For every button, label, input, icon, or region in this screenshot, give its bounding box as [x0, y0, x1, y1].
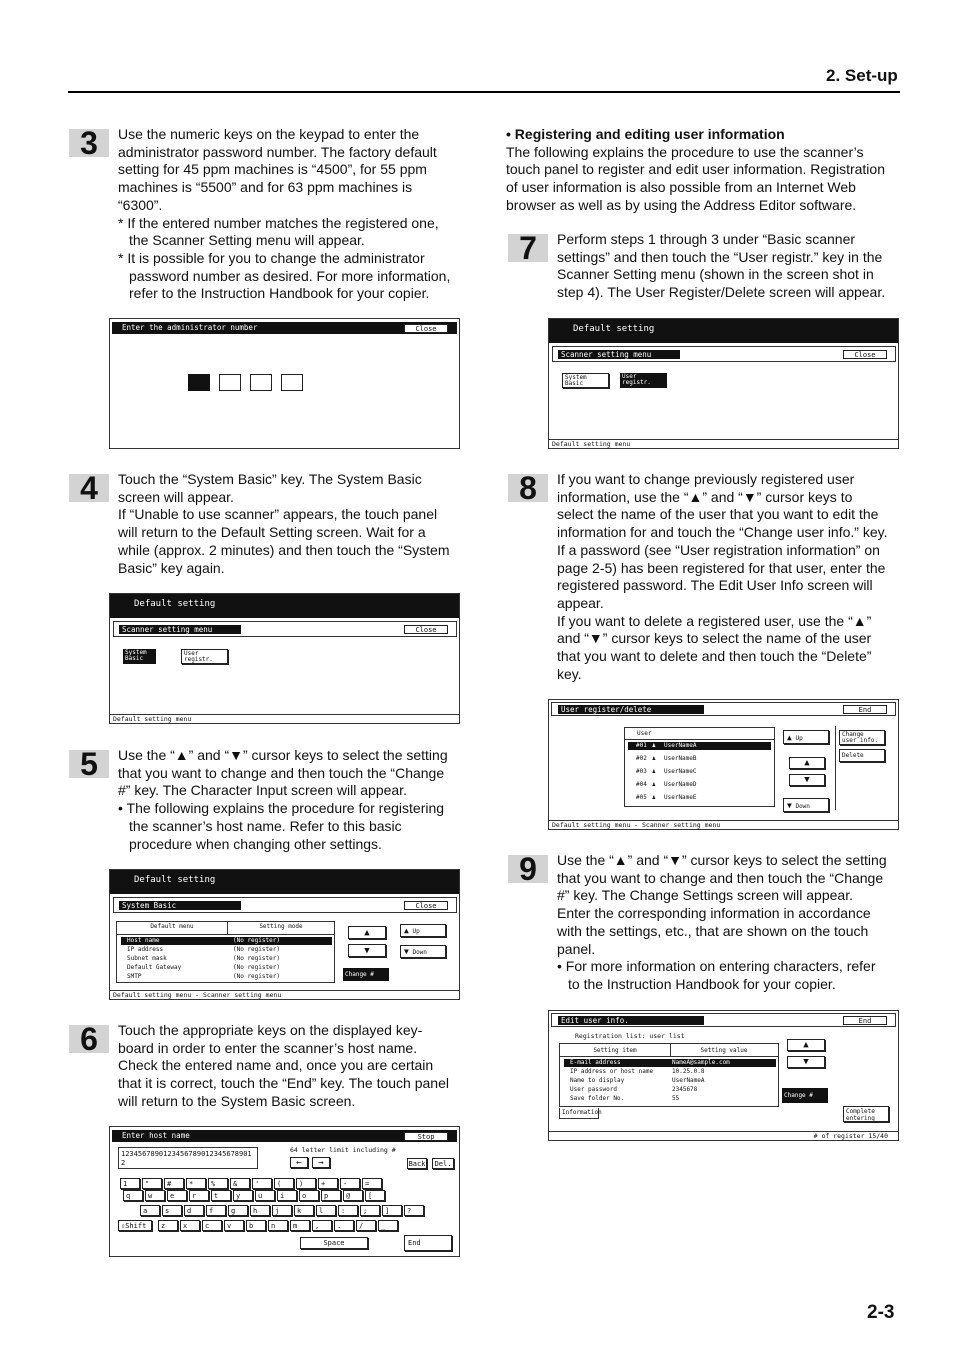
- text-line: Scanner Setting menu (shown in the screen shot in: [557, 266, 874, 283]
- keyboard-key[interactable]: .: [334, 1220, 354, 1231]
- keyboard-key[interactable]: t: [211, 1190, 231, 1201]
- user-id: #03: [636, 768, 647, 775]
- keyboard-key[interactable]: q: [123, 1190, 143, 1201]
- row-name: Host name: [127, 937, 160, 944]
- column-header: Setting mode: [259, 923, 303, 930]
- screen-title-bar: Edit user info.: [558, 1016, 704, 1025]
- column-header: Setting item: [593, 1047, 637, 1054]
- settings-table: [559, 1043, 779, 1107]
- note-line: refer to the Instruction Handbook for your copier.: [129, 285, 430, 302]
- user-registr-key[interactable]: [181, 649, 228, 664]
- information-tab[interactable]: Information: [559, 1108, 599, 1119]
- table-row-selected[interactable]: [564, 1059, 776, 1067]
- keyboard-key[interactable]: /: [356, 1220, 376, 1231]
- host-name-input[interactable]: 12345678901234567890123456789012: [118, 1147, 258, 1169]
- keyboard-key[interactable]: ,: [312, 1220, 332, 1231]
- text-line: administrator password number. The factory default: [118, 143, 437, 160]
- close-button[interactable]: Close: [404, 901, 448, 910]
- keyboard-key[interactable]: &: [230, 1178, 250, 1189]
- keyboard-key[interactable]: f: [206, 1205, 226, 1216]
- user-id: #02: [636, 755, 647, 762]
- stop-button[interactable]: Stop: [404, 1132, 448, 1141]
- text-line: board in order to enter the scanner’s host name.: [118, 1039, 418, 1056]
- text-line: of user information is also possible from an Internet Web: [506, 179, 856, 196]
- text-line: settings” and then touch the “User registr.” key in the: [557, 248, 883, 265]
- user-registr-key[interactable]: [620, 373, 667, 388]
- row-value: (No register): [233, 937, 280, 944]
- user-name: UserNameC: [664, 768, 697, 775]
- shift-icon: ⇧: [121, 1222, 126, 1230]
- close-button[interactable]: Close: [843, 350, 887, 359]
- screen-footer: Default setting menu - Scanner setting menu: [549, 820, 898, 829]
- keyboard-key[interactable]: #: [164, 1178, 184, 1189]
- up-arrow-icon: ▲: [404, 926, 409, 935]
- keyboard-key[interactable]: z: [158, 1220, 178, 1231]
- delete-button[interactable]: Del.: [432, 1158, 454, 1169]
- table-rule: [670, 1044, 671, 1056]
- text-line: “6300”.: [118, 196, 163, 213]
- text-line: registered password. The Edit User Info screen will: [557, 577, 873, 594]
- column-header: Default menu: [150, 923, 194, 930]
- row-value: (No register): [233, 955, 280, 962]
- screen-scanner-menu: [109, 593, 460, 724]
- screen-subtitle: Scanner setting menu: [558, 350, 680, 359]
- settings-table: [116, 921, 335, 983]
- complete-entering-button[interactable]: [843, 1106, 889, 1122]
- note-line: • The following explains the procedure for registering: [118, 800, 445, 817]
- text-line: If you want to delete a registered user, use the “▲”: [557, 612, 872, 629]
- row-value: (No register): [233, 973, 280, 980]
- note-line: password number as desired. For more information,: [129, 267, 451, 284]
- keyboard-key[interactable]: p: [321, 1190, 341, 1201]
- note-line: to the Instruction Handbook for your copier.: [568, 975, 836, 992]
- key-label: registr.: [184, 656, 213, 663]
- digit-box: [219, 374, 241, 391]
- end-button[interactable]: End: [404, 1235, 452, 1251]
- up-arrow-icon: ▲: [787, 733, 792, 742]
- divider: [835, 726, 836, 810]
- keyboard-key[interactable]: %: [208, 1178, 228, 1189]
- scroll-up-button[interactable]: ▲: [348, 926, 386, 939]
- cursor-down-button[interactable]: [783, 798, 829, 812]
- screen-subtitle: Scanner setting menu: [119, 625, 241, 634]
- user-row-selected[interactable]: [628, 742, 771, 750]
- keyboard-key[interactable]: m: [290, 1220, 310, 1231]
- table-row-selected[interactable]: [121, 937, 332, 945]
- step-6-number: 6: [69, 1025, 109, 1053]
- cursor-up-button[interactable]: [400, 924, 446, 937]
- text-line: appear.: [557, 594, 604, 611]
- keyboard-key[interactable]: k: [294, 1205, 314, 1216]
- button-label: Up: [795, 735, 803, 742]
- scroll-up-button[interactable]: ▲: [789, 757, 825, 769]
- user-icon: ♟: [652, 742, 656, 749]
- keyboard-key[interactable]: i: [277, 1190, 297, 1201]
- keyboard-key[interactable]: s: [162, 1205, 182, 1216]
- button-label: Down: [795, 803, 810, 810]
- step-6-text: [118, 1022, 463, 1111]
- down-arrow-icon: ▼: [787, 801, 792, 810]
- text-line: will return to the System Basic screen.: [118, 1092, 356, 1109]
- button-label: entering: [846, 1115, 875, 1122]
- keyboard-key[interactable]: c: [202, 1220, 222, 1231]
- digit-box: [250, 374, 272, 391]
- row-name: SMTP: [127, 973, 142, 980]
- cursor-down-button[interactable]: [400, 945, 446, 958]
- key-label: System: [565, 374, 587, 381]
- table-rule: [117, 934, 334, 935]
- intro-heading: • Registering and editing user information: [506, 126, 785, 142]
- header-rule: [68, 91, 900, 93]
- keyboard-key[interactable]: +: [318, 1178, 338, 1189]
- note-line: the scanner’s host name. Refer to this basic: [129, 817, 402, 834]
- system-basic-key[interactable]: [562, 373, 609, 388]
- text-line: The following explains the procedure to use the scanner’s: [506, 143, 864, 160]
- intro-text: [506, 126, 906, 215]
- step-7-text: [557, 231, 902, 302]
- text-line: while (approx. 2 minutes) and then touch the “System: [118, 541, 450, 558]
- text-line: that it is correct, touch the “End” key. The touch panel: [118, 1075, 449, 1092]
- back-button[interactable]: Back: [408, 1160, 426, 1168]
- text-line: step 4). The User Register/Delete screen will appear.: [557, 284, 886, 301]
- page-number: 2-3: [867, 1302, 895, 1323]
- text-line: page 2-5) has been registered for that user, enter the: [557, 559, 886, 576]
- keyboard-key[interactable]: h: [250, 1205, 270, 1216]
- keyboard-key[interactable]: g: [228, 1205, 248, 1216]
- registration-subtitle: Registration list: user list: [575, 1032, 685, 1040]
- screen-title-bar: Enter host name: [112, 1130, 457, 1142]
- keyboard-key[interactable]: u: [255, 1190, 275, 1201]
- screen-host-name-keyboard: [109, 1126, 460, 1257]
- user-id: #01: [636, 742, 647, 749]
- step-8-number: 8: [508, 474, 548, 502]
- keyboard-key[interactable]: a: [140, 1205, 160, 1216]
- keyboard-key[interactable]: ": [142, 1178, 162, 1189]
- text-line: Basic” key again.: [118, 559, 225, 576]
- button-label: Down: [412, 949, 427, 956]
- row-value: (No register): [233, 946, 280, 953]
- note-line: procedure when changing other settings.: [129, 835, 382, 852]
- user-list: [624, 727, 775, 807]
- text-line: #” key. The Character Input screen will appear.: [118, 782, 407, 799]
- text-line: Check the entered name and, once you are certain: [118, 1057, 434, 1074]
- text-line: Use the numeric keys on the keypad to enter the: [118, 126, 420, 142]
- row-value: UserNameA: [672, 1077, 705, 1084]
- text-line: with the settings, etc., that are shown on the touch: [557, 922, 869, 939]
- cursor-right-button[interactable]: →: [312, 1157, 330, 1168]
- scroll-down-button[interactable]: ▼: [348, 944, 386, 957]
- key-label: Basic: [125, 655, 144, 662]
- screen-title-bar: Default setting: [110, 870, 460, 894]
- keyboard-key[interactable]: y: [233, 1190, 253, 1201]
- list-rule: [625, 739, 774, 740]
- keyboard-key[interactable]: d: [184, 1205, 204, 1216]
- text-line: If a password (see “User registration information” on: [557, 541, 880, 558]
- screen-system-basic: [109, 869, 460, 1000]
- user-name: UserNameB: [664, 755, 697, 762]
- button-label: Change: [842, 731, 864, 738]
- down-arrow-icon: ▼: [404, 947, 409, 956]
- digit-box: [188, 374, 210, 391]
- list-header: User: [637, 730, 652, 737]
- change-number-button[interactable]: Change #: [343, 968, 389, 981]
- keyboard-key[interactable]: ?: [404, 1205, 424, 1216]
- keyboard-key[interactable]: @: [343, 1190, 363, 1201]
- step-9-text: [557, 852, 902, 994]
- space-button[interactable]: Space: [300, 1237, 368, 1249]
- keyboard-key[interactable]: n: [268, 1220, 288, 1231]
- digit-box: [281, 374, 303, 391]
- button-label: Up: [412, 928, 420, 935]
- close-button[interactable]: Close: [404, 324, 448, 333]
- keyboard-key[interactable]: ': [252, 1178, 272, 1189]
- keyboard-key[interactable]: w: [145, 1190, 165, 1201]
- text-line: Touch the appropriate keys on the displayed key-: [118, 1022, 423, 1038]
- row-name: E-mail address: [570, 1059, 621, 1066]
- text-line: #” key. The Change Settings screen will appear.: [557, 887, 853, 904]
- screen-edit-user-info: [548, 1010, 899, 1141]
- text-line: and “▼” cursor keys to select the name of the user: [557, 630, 872, 647]
- step-3-text: [118, 126, 463, 303]
- step-8-text: [557, 471, 902, 683]
- keyboard-key[interactable]: r: [189, 1190, 209, 1201]
- user-id: #04: [636, 781, 647, 788]
- text-line: screen will appear.: [118, 488, 234, 505]
- text-line: setting for 45 ppm machines is “4500”, for 55 ppm: [118, 161, 427, 178]
- key-label: System: [125, 649, 147, 656]
- user-name: UserNameD: [664, 781, 697, 788]
- text-line: machines is “5500” and for 63 ppm machines is: [118, 179, 413, 196]
- keyboard-key[interactable]: =: [362, 1178, 382, 1189]
- row-value: 10.25.0.8: [672, 1068, 705, 1075]
- keyboard-key[interactable]: v: [224, 1220, 244, 1231]
- text-line: Use the “▲” and “▼” cursor keys to select the setting: [557, 852, 887, 868]
- keyboard-key[interactable]: (: [274, 1178, 294, 1189]
- screen-title-bar: User register/delete: [558, 705, 704, 714]
- button-label: user info.: [842, 737, 879, 744]
- step-3-number: 3: [69, 129, 109, 157]
- user-icon: ♟: [652, 755, 656, 762]
- key-label: Basic: [565, 380, 584, 387]
- key-label: User: [184, 650, 199, 657]
- keyboard-key[interactable]: e: [167, 1190, 187, 1201]
- step-4-text: [118, 471, 463, 577]
- table-rule: [560, 1056, 778, 1057]
- note-line: * It is possible for you to change the administrator: [118, 249, 425, 266]
- note-line: * If the entered number matches the registered one,: [118, 214, 439, 231]
- text-line: will return to the Default Setting screen. Wait for a: [118, 524, 426, 541]
- shift-button[interactable]: [118, 1220, 152, 1231]
- text-line: information, use the “▲” and “▼” cursor keys to: [557, 488, 853, 505]
- row-name: IP address: [127, 946, 164, 953]
- user-icon: ♟: [652, 768, 656, 775]
- row-name: Subnet mask: [127, 955, 167, 962]
- keyboard-key[interactable]: :: [338, 1205, 358, 1216]
- keyboard-key[interactable]: ]: [382, 1205, 402, 1216]
- screen-subtitle: System Basic: [119, 901, 241, 910]
- note-line: • For more information on entering characters, refer: [557, 958, 876, 975]
- end-button[interactable]: End: [843, 1016, 887, 1025]
- key-label: registr.: [622, 379, 651, 386]
- row-value: (No register): [233, 964, 280, 971]
- note-line: the Scanner Setting menu will appear.: [129, 232, 365, 249]
- end-button[interactable]: End: [843, 705, 887, 714]
- screen-footer: Default setting menu: [549, 439, 898, 448]
- text-line: If “Unable to use scanner” appears, the touch panel: [118, 506, 438, 523]
- user-icon: ♟: [652, 781, 656, 788]
- keyboard-key[interactable]: ): [296, 1178, 316, 1189]
- step-7-number: 7: [508, 234, 548, 262]
- text-line: browser as well as by using the Address Editor software.: [506, 196, 857, 213]
- row-name: Save folder No.: [570, 1095, 625, 1102]
- text-line: panel.: [557, 940, 596, 957]
- register-count: # of register 15/40: [549, 1131, 898, 1140]
- scroll-down-button[interactable]: ▼: [787, 1056, 825, 1068]
- text-line: that you want to change and then touch the “Change: [118, 764, 445, 781]
- change-user-info-button[interactable]: [839, 730, 885, 745]
- row-value: 2345678: [672, 1086, 698, 1093]
- scroll-up-button[interactable]: ▲: [787, 1039, 825, 1051]
- keyboard-key[interactable]: ;: [360, 1205, 380, 1216]
- user-id: #05: [636, 794, 647, 801]
- screen-title-bar: Enter the administrator number: [112, 322, 457, 334]
- text-line: touch panel to register and edit user information. Registration: [506, 161, 885, 178]
- row-name: Default Gateway: [127, 964, 182, 971]
- text-line: Enter the corresponding information in accordance: [557, 905, 871, 922]
- table-rule: [227, 922, 228, 934]
- screen-footer: Default setting menu: [110, 714, 459, 723]
- screen-footer: Default setting menu - Scanner setting menu: [110, 990, 459, 999]
- text-line: information for and touch the “Change user info.” key.: [557, 524, 888, 541]
- text-line: that you want to change and then touch the “Change: [557, 869, 884, 886]
- text-line: Use the “▲” and “▼” cursor keys to select the setting: [118, 747, 448, 763]
- close-button[interactable]: Close: [404, 625, 448, 634]
- keyboard-key[interactable]: b: [246, 1220, 266, 1231]
- screen-admin-number: [109, 318, 460, 449]
- keyboard-key[interactable]: o: [299, 1190, 319, 1201]
- key-label: User: [622, 373, 637, 380]
- user-name: UserNameE: [664, 794, 697, 801]
- cursor-left-button[interactable]: ←: [290, 1157, 308, 1168]
- text-line: Touch the “System Basic” key. The System Basic: [118, 471, 422, 487]
- keyboard-key[interactable]: *: [186, 1178, 206, 1189]
- keyboard-key[interactable]: j: [272, 1205, 292, 1216]
- text-line: Perform steps 1 through 3 under “Basic scanner: [557, 231, 856, 247]
- keyboard-key[interactable]: _: [378, 1220, 398, 1231]
- row-name: IP address or host name: [570, 1068, 654, 1075]
- keyboard-key[interactable]: l: [316, 1205, 336, 1216]
- change-number-button[interactable]: Change #: [782, 1088, 828, 1103]
- user-name: UserNameA: [664, 742, 697, 749]
- column-header: Setting value: [700, 1047, 748, 1054]
- row-name: Name to display: [570, 1077, 625, 1084]
- text-line: If you want to change previously registered user: [557, 471, 855, 487]
- screen-user-register-delete: [548, 699, 899, 830]
- text-line: select the name of the user that you want to edit the: [557, 506, 879, 523]
- step-9-number: 9: [508, 855, 548, 883]
- step-4-number: 4: [69, 474, 109, 502]
- screen-title-bar: Default setting: [549, 319, 899, 343]
- row-value: NameA@sample.com: [672, 1059, 730, 1066]
- step-5-text: [118, 747, 463, 853]
- text-line: that you want to delete and then touch the “Delete”: [557, 648, 872, 665]
- keyboard-key[interactable]: 1: [120, 1178, 140, 1189]
- keyboard-key[interactable]: x: [180, 1220, 200, 1231]
- text-line: key.: [557, 665, 582, 682]
- limit-note: 64 letter limit including #: [290, 1146, 396, 1154]
- step-5-number: 5: [69, 750, 109, 778]
- row-name: User password: [570, 1086, 617, 1093]
- keyboard-key[interactable]: [: [365, 1190, 385, 1201]
- button-label: Complete: [846, 1108, 875, 1115]
- user-icon: ♟: [652, 794, 656, 801]
- screen-title-bar: Default setting: [110, 594, 460, 618]
- scroll-down-button[interactable]: ▼: [789, 774, 825, 786]
- system-basic-key[interactable]: [123, 649, 156, 664]
- cursor-up-button[interactable]: [783, 730, 829, 744]
- section-header: 2. Set-up: [826, 66, 898, 85]
- keyboard-key[interactable]: -: [340, 1178, 360, 1189]
- delete-button[interactable]: Delete: [839, 749, 885, 762]
- button-label: Shift: [125, 1222, 147, 1230]
- screen-scanner-menu-2: [548, 318, 899, 449]
- row-value: 55: [672, 1095, 680, 1102]
